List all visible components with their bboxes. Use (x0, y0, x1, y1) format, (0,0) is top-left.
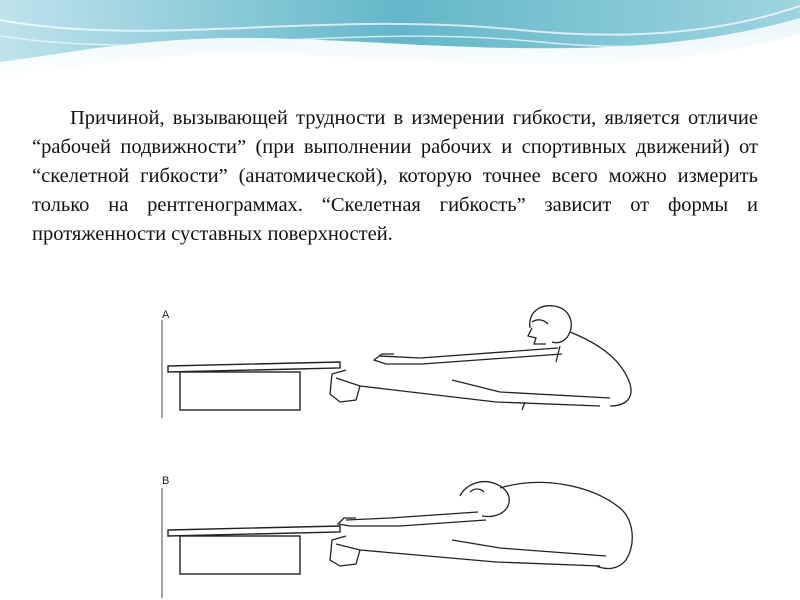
measuring-box-b (168, 526, 340, 574)
figure-label-a: A (162, 309, 170, 321)
slide-paragraph: Причиной, вызывающей трудности в измерении гибкости, является отличие “рабочей подвижности” (при выполнении рабочих и спортивных движений) от “скелетной гибкости” (анатомической), которую точнее всего можно измерить только на рентгенограммах. “Скелетная гибкость” зависит от формы и протяженности суставных поверхностей. (32, 107, 758, 245)
person-figure-a (330, 306, 631, 410)
person-figure-b (330, 482, 632, 569)
measuring-box-a (168, 362, 340, 410)
figure-label-b: B (162, 475, 170, 487)
wave-header-decoration (0, 0, 800, 90)
sit-and-reach-illustration (160, 298, 650, 600)
